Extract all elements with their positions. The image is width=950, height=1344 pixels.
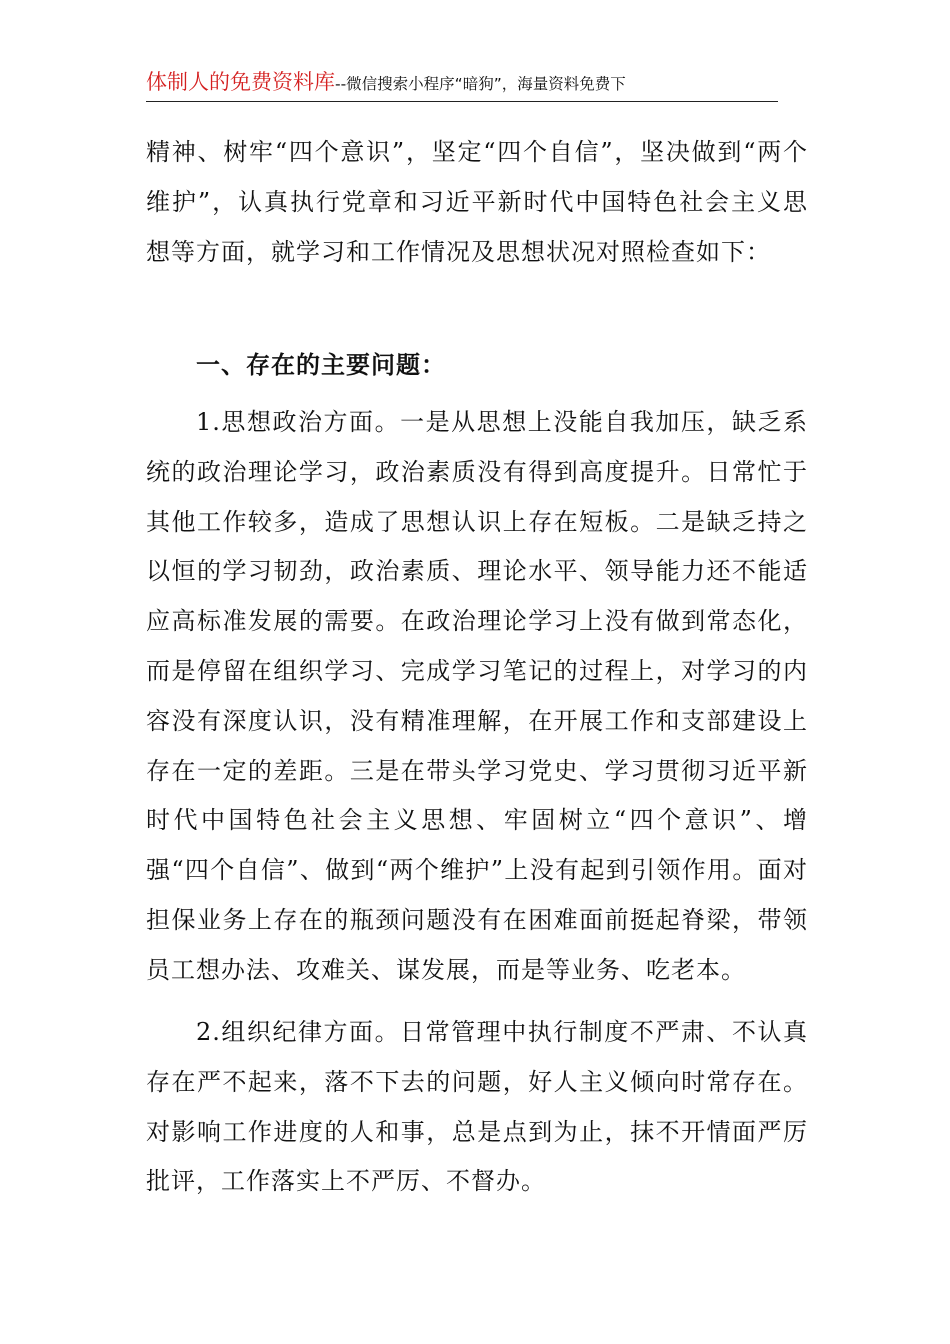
paragraph-discipline: 2.组织纪律方面。日常管理中执行制度不严肃、不认真存在严不起来，落不下去的问题，好人主义倾向时常存在。对影响工作进度的人和事，总是点到为止，抹不开情面严厉批评，工作落实上不严厉、不督办。	[146, 1018, 808, 1196]
document-body-intro	[146, 128, 808, 277]
section-heading: 一、存在的主要问题：	[196, 350, 446, 379]
paragraph-political: 1.思想政治方面。一是从思想上没能自我加压，缺乏系统的政治理论学习，政治素质没有得到高度提升。日常忙于其他工作较多，造成了思想认识上存在短板。二是缺乏持之以恒的学习韧劲，政治素质、理论水平、领导能力还不能适应高标准发展的需要。在政治理论学习上没有做到常态化，而是停留在组织学习、完成学习笔记的过程上，对学习的内容没有深度认识，没有精准理解，在开展工作和支部建设上存在一定的差距。三是在带头学习党史、学习贯彻习近平新时代中国特色社会主义思想、牢固树立“四个意识”、增强“四个自信”、做到“两个维护”上没有起到引领作用。面对担保业务上存在的瓶颈问题没有在困难面前挺起脊梁，带领员工想办法、攻难关、谋发展，而是等业务、吃老本。	[146, 408, 808, 984]
paragraph-block-1	[146, 398, 808, 996]
section-heading-block	[146, 340, 808, 390]
paragraph-block-2	[146, 1008, 808, 1207]
header-title: 体制人的免费资料库	[146, 70, 335, 94]
intro-paragraph: 精神、树牢“四个意识”，坚定“四个自信”，坚决做到“两个维护”，认真执行党章和习近平新时代中国特色社会主义思想等方面，就学习和工作情况及思想状况对照检查如下：	[146, 138, 808, 266]
header-subtitle: --微信搜索小程序“暗狗”，海量资料免费下	[335, 75, 626, 93]
header-divider	[146, 101, 778, 102]
page-header	[146, 66, 778, 102]
